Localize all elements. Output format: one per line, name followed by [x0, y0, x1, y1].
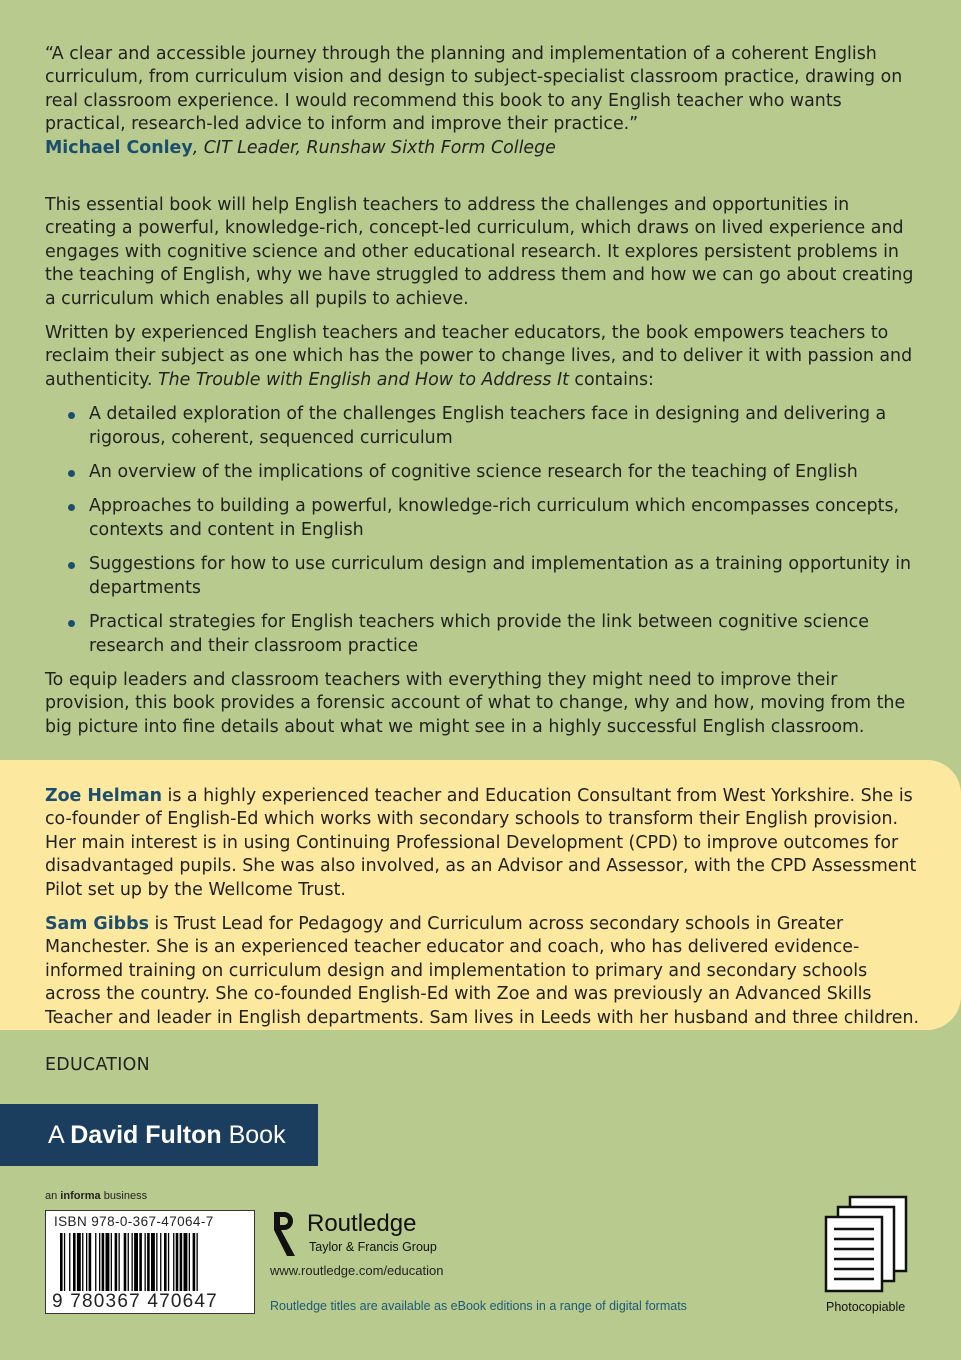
- ebook-note: Routledge titles are available as eBook editions in a range of digital formats: [270, 1299, 687, 1313]
- author-name: Zoe Helman: [45, 786, 162, 806]
- barcode-bar: [168, 1233, 169, 1291]
- list-item: Practical strategies for English teachers which provide the link between cognitive science research and their classroom practice: [45, 611, 915, 658]
- barcode-bar: [89, 1233, 92, 1291]
- imprint-banner: A David Fulton Book: [0, 1104, 318, 1166]
- bullet-icon: [68, 412, 75, 419]
- barcode-bar: [151, 1233, 155, 1291]
- barcode-bar: [156, 1233, 157, 1291]
- barcode-bar: [164, 1233, 167, 1291]
- barcode-bar: [128, 1233, 129, 1291]
- quote-author-role: , CIT Leader, Runshaw Sixth Form College: [192, 137, 556, 158]
- isbn-barcode: [45, 1210, 255, 1314]
- photocopiable-label: Photocopiable: [826, 1300, 906, 1314]
- publisher-name: Routledge: [307, 1210, 417, 1237]
- barcode-digits: 9 780367 470647: [52, 1291, 218, 1312]
- barcode-bar: [99, 1233, 100, 1291]
- barcode-bar: [102, 1233, 105, 1291]
- description-paragraph-1: This essential book will help English teachers to address the challenges and opportunities in creating a powerful, knowledge-rich, concept-led curriculum, which draws on lived experience and engages with cognitive science and other educational research. It explores persistent problems in the teaching of English, why we have struggled to address them and how we can go about creating a curriculum which enables all pupils to achieve.: [45, 195, 914, 309]
- publisher-url[interactable]: www.routledge.com/education: [270, 1263, 444, 1278]
- barcode-bar: [86, 1233, 87, 1291]
- barcode-bar: [69, 1233, 70, 1291]
- bullet-icon: [68, 504, 75, 511]
- quote-text: “A clear and accessible journey through the planning and implementation of a coherent English curriculum, from curriculum vision and design to subject-specialist classroom practice, drawing on real classroom experience. I would recommend this book to any English teacher who wants practical, research-led advice to inform and improve their practice.”: [45, 44, 903, 135]
- list-item: Suggestions for how to use curriculum design and implementation as a training opportunity in departments: [45, 553, 915, 600]
- author-bio: Zoe Helman is a highly experienced teacher and Education Consultant from West Yorkshire. She is co-founder of English-Ed which works with secondary schools to transform their English provision. Her main interest is in using Continuing Professional Development (CPD) to improve outcomes for disadvantaged pupils. She was also involved, as an Advisor and Assessor, with the CPD Assessment Pilot set up by the Wellcome Trust.: [45, 786, 917, 900]
- imprint-name: David Fulton: [70, 1121, 222, 1149]
- barcode-bar: [95, 1233, 96, 1291]
- barcode-bar: [147, 1233, 150, 1291]
- barcode-bar: [139, 1233, 142, 1291]
- barcode-bar: [119, 1233, 120, 1291]
- barcode-bar: [73, 1233, 76, 1291]
- publisher-group: Taylor & Francis Group: [309, 1240, 437, 1254]
- book-title: The Trouble with English and How to Address It: [157, 369, 569, 390]
- barcode-bar: [64, 1233, 65, 1291]
- barcode-bar: [180, 1233, 183, 1291]
- author-bio: Sam Gibbs is Trust Lead for Pedagogy and Curriculum across secondary schools in Greater Manchester. She is an experienced teacher educator and coach, who has delivered evidence-informed training on curriculum design and implementation to primary and secondary schools across the country. She co-founded English-Ed with Zoe and was previously an Advanced Skills Teacher and leader in English departments. Sam lives in Leeds with her husband and three children.: [45, 914, 920, 1028]
- barcode-bar: [132, 1233, 133, 1291]
- barcode-bar: [134, 1233, 138, 1291]
- quote-author: Michael Conley: [45, 137, 193, 158]
- barcode-bar: [77, 1233, 81, 1291]
- barcode-bar: [193, 1233, 196, 1291]
- barcode-bar: [173, 1233, 174, 1291]
- bullet-icon: [68, 620, 75, 627]
- quote-attribution: [45, 137, 915, 160]
- barcode-bar: [111, 1233, 112, 1291]
- bullet-icon: [68, 470, 75, 477]
- barcode-bar: [145, 1233, 146, 1291]
- description-paragraph-3: To equip leaders and classroom teachers with everything they might need to improve their provision, this book provides a forensic account of what to change, why and how, moving from the big picture into fine details about what we might see in a highly successful English classroom.: [45, 669, 906, 737]
- bullet-icon: [68, 562, 75, 569]
- isbn-label: ISBN 978-0-367-47064-7: [54, 1214, 214, 1229]
- list-item: A detailed exploration of the challenges English teachers face in designing and delivering a rigorous, coherent, sequenced curriculum: [45, 403, 915, 450]
- barcode-bar: [82, 1233, 83, 1291]
- list-item: Approaches to building a powerful, knowledge-rich curriculum which encompasses concepts, contexts and content in English: [45, 495, 915, 542]
- endorsement-quote: [45, 43, 915, 160]
- photocopiable-icon: [822, 1195, 912, 1297]
- contents-list: [45, 403, 915, 658]
- list-item: An overview of the implications of cognitive science research for the teaching of English: [45, 461, 915, 484]
- author-name: Sam Gibbs: [45, 914, 149, 935]
- informa-tagline: an informa business: [45, 1190, 148, 1202]
- barcode-bar: [115, 1233, 118, 1291]
- barcode-bar: [124, 1233, 127, 1291]
- book-description: [45, 194, 915, 750]
- barcode-bar: [160, 1233, 161, 1291]
- barcode-bar: [197, 1233, 198, 1291]
- barcode-bar: [60, 1233, 63, 1291]
- author-bio-panel: [0, 760, 961, 1030]
- barcode-bars: [60, 1233, 242, 1291]
- subject-category: EDUCATION: [45, 1055, 150, 1075]
- barcode-bar: [189, 1233, 190, 1291]
- description-paragraph-2: Written by experienced English teachers and teacher educators, the book empowers teachers to reclaim their subject as one which has the power to change lives, and to deliver it with passion and authenticity. The Trouble with English and How to Address It contains:: [45, 323, 913, 390]
- barcode-bar: [176, 1233, 179, 1291]
- barcode-bar: [106, 1233, 110, 1291]
- routledge-logo-icon: [270, 1210, 302, 1258]
- barcode-bar: [184, 1233, 188, 1291]
